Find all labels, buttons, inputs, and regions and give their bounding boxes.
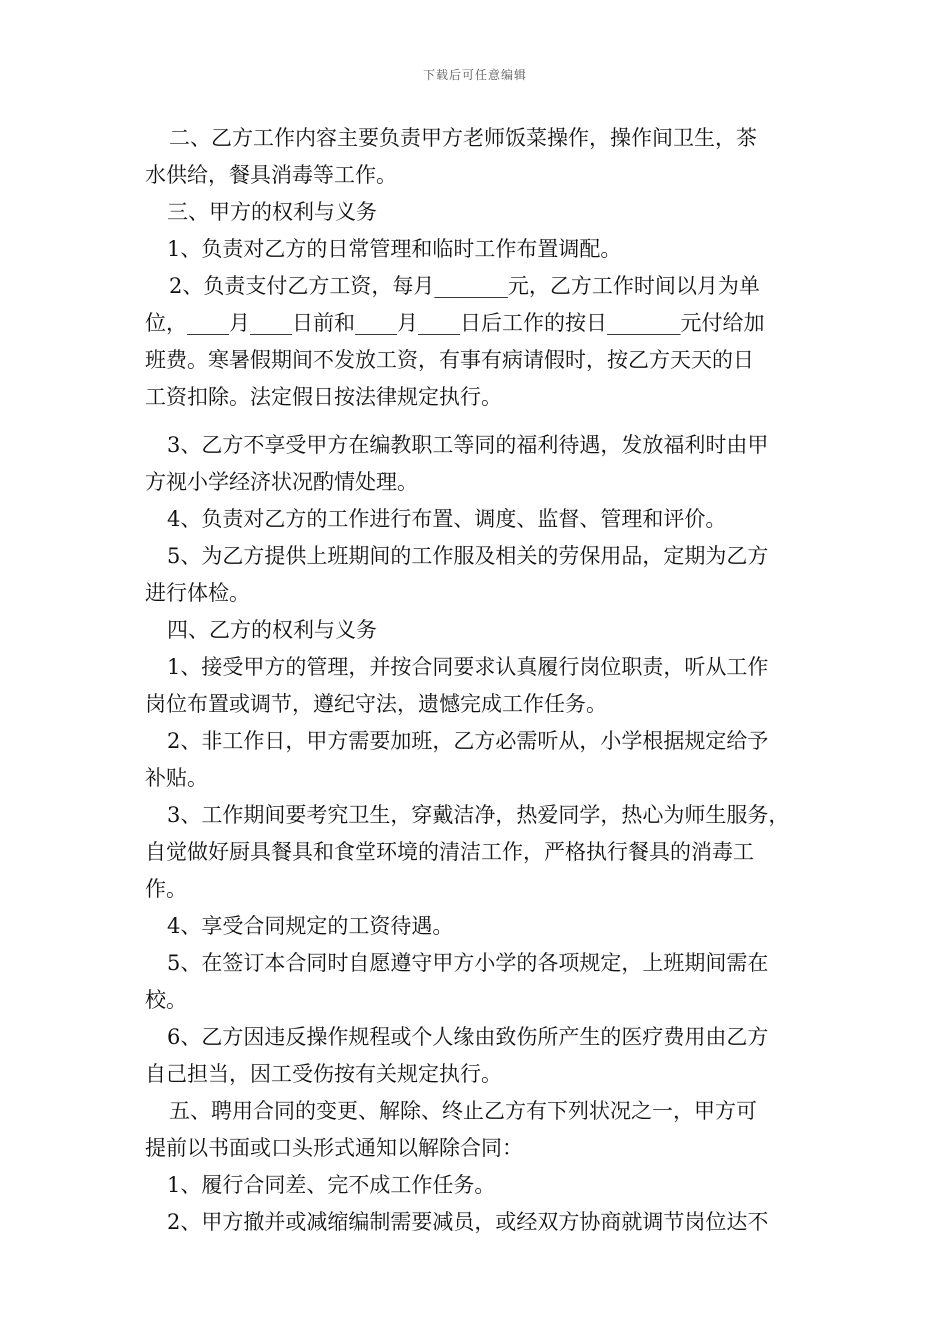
paragraph-line: 2、负责支付乙方工资，每月_______元，乙方工作时间以月为单	[169, 274, 760, 298]
paragraph-line: 位，____月____日前和____月____日后工作的按日_______元付给加	[145, 311, 765, 335]
section-heading: 四、乙方的权利与义务	[167, 618, 377, 642]
paragraph-line: 二、乙方工作内容主要负责甲方老师饭菜操作，操作间卫生，茶	[169, 126, 757, 150]
section-heading: 三、甲方的权利与义务	[167, 200, 377, 224]
paragraph-line: 作。	[145, 877, 187, 901]
paragraph-line: 1、负责对乙方的日常管理和临时工作布置调配。	[167, 237, 622, 261]
paragraph-line: 工资扣除。法定假日按法律规定执行。	[145, 385, 502, 409]
paragraph-line: 进行体检。	[145, 581, 250, 605]
paragraph-line: 2、非工作日，甲方需要加班，乙方必需听从，小学根据规定给予	[167, 729, 769, 753]
paragraph-line: 4、享受合同规定的工资待遇。	[167, 914, 454, 938]
paragraph-line: 4、负责对乙方的工作进行布置、调度、监督、管理和评价。	[167, 507, 727, 531]
paragraph-line: 提前以书面或口头形式通知以解除合同：	[145, 1136, 523, 1160]
paragraph-line: 2、甲方撤并或减缩编制需要减员，或经双方协商就调节岗位达不	[167, 1210, 769, 1234]
paragraph-line: 补贴。	[145, 766, 208, 790]
paragraph-line: 自己担当，因工受伤按有关规定执行。	[145, 1062, 502, 1086]
paragraph-line: 校。	[145, 988, 187, 1012]
paragraph-line: 1、接受甲方的管理，并按合同要求认真履行岗位职责，听从工作	[167, 655, 769, 679]
page-header: 下载后可任意编辑	[422, 68, 527, 82]
paragraph-line: 水供给，餐具消毒等工作。	[145, 163, 397, 187]
paragraph-line: 3、工作期间要考究卫生，穿戴洁净，热爱同学，热心为师生服务，	[167, 803, 790, 827]
paragraph-line: 方视小学经济状况酌情处理。	[145, 470, 418, 494]
document-body	[145, 120, 810, 1250]
paragraph-line: 1、履行合同差、完不成工作任务。	[167, 1173, 496, 1197]
section-heading: 五、聘用合同的变更、解除、终止乙方有下列状况之一，甲方可	[169, 1099, 757, 1123]
paragraph-line: 6、乙方因违反操作规程或个人缘由致伤所产生的医疗费用由乙方	[167, 1025, 769, 1049]
paragraph-line: 班费。寒暑假期间不发放工资，有事有病请假时，按乙方天天的日	[145, 348, 754, 372]
paragraph-line: 3、乙方不享受甲方在编教职工等同的福利待遇，发放福利时由甲	[167, 433, 769, 457]
paragraph-line: 自觉做好厨具餐具和食堂环境的清洁工作，严格执行餐具的消毒工	[145, 840, 754, 864]
paragraph-line: 5、在签订本合同时自愿遵守甲方小学的各项规定，上班期间需在	[167, 951, 769, 975]
paragraph-line: 5、为乙方提供上班期间的工作服及相关的劳保用品，定期为乙方	[167, 544, 769, 568]
paragraph-line: 岗位布置或调节，遵纪守法，遗憾完成工作任务。	[145, 692, 607, 716]
